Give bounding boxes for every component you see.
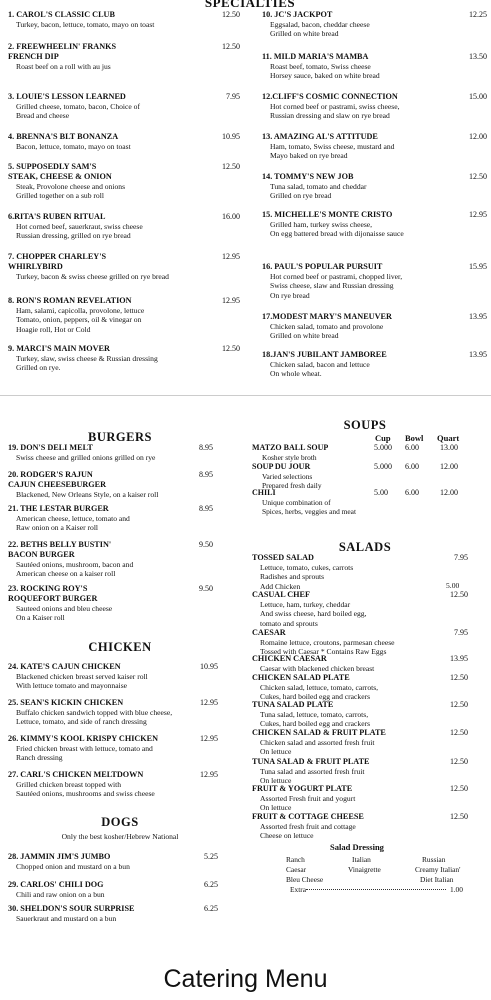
burger-item [8, 504, 213, 533]
specialty-item-price: 13.50 [469, 52, 487, 61]
salad-item-price: 12.50 [450, 728, 468, 737]
specialty-item-title: 13. AMAZING AL'S ATTITUDE [262, 132, 378, 141]
burger-item-title: 21. THE LESTAR BURGER [8, 504, 109, 513]
section-divider [0, 395, 491, 396]
burger-item [8, 470, 213, 499]
salad-item-description: Chicken salad and assorted fresh fruit On lettuce [260, 738, 375, 757]
dog-item [8, 880, 218, 899]
soup-bowl-price: 6.00 [405, 488, 419, 497]
soup-quart-price: 13.00 [440, 443, 458, 452]
dressing-option: Russian [422, 855, 446, 864]
specialty-item-title: 7. CHOPPER CHARLEY'S WHIRLYBIRD [8, 252, 107, 271]
dog-item-title: 30. SHELDON'S SOUR SURPRISE [8, 904, 135, 913]
chicken-item-price: 12.95 [200, 698, 218, 707]
salad-item-description: Caesar with blackened chicken breast [260, 664, 375, 673]
salad-item-price: 12.50 [450, 757, 468, 766]
specialty-item-description: Turkey, bacon & swiss cheese grilled on rye bread [16, 272, 169, 281]
chicken-item-description: Grilled chicken breast topped with Sautéed onions, mushrooms and swiss cheese [16, 780, 155, 799]
soup-name: MATZO BALL SOUP [252, 443, 329, 452]
salad-item-price: 13.95 [450, 654, 468, 663]
specialty-item-price: 12.95 [222, 252, 240, 261]
chicken-item-title: 26. KIMMY'S KOOL KRISPY CHICKEN [8, 734, 159, 743]
chicken-item [8, 770, 218, 799]
chicken-item-description: Fried chicken breast with lettuce, tomato and Ranch dressing [16, 744, 153, 763]
specialty-item-price: 10.95 [222, 132, 240, 141]
chicken-item-description: Buffalo chicken sandwich topped with blue cheese, Lettuce, tomato, and side of ranch dressing [16, 708, 173, 727]
salad-item-description: Chicken salad, lettuce, tomato, carrots, Cukes, hard boiled egg and crackers [260, 683, 379, 702]
specialty-item-description: Ham, tomato, Swiss cheese, mustard and Mayo baked on rye bread [270, 142, 395, 161]
dressing-option: Caesar [286, 865, 307, 874]
dressing-option: Vinaigrette [348, 865, 381, 874]
salad-item [252, 553, 468, 591]
specialty-item-description: Turkey, slaw, swiss cheese & Russian dressing Grilled on rye. [16, 354, 158, 373]
salad-item [252, 590, 468, 628]
specialty-item-price: 7.95 [226, 92, 240, 101]
salad-item [252, 757, 468, 786]
specialty-item-description: Ham, salami, capicolla, provolone, lettuce Tomato, onion, peppers, oil & vinegar on Hoagie roll, Hot or Cold [16, 306, 145, 334]
specialty-item [8, 162, 240, 201]
chicken-item-price: 12.95 [200, 770, 218, 779]
salad-item-price: 12.50 [450, 812, 468, 821]
specialty-item [262, 132, 487, 161]
burger-item-description: Sauteed onions and bleu cheese On a Kaiser roll [16, 604, 113, 623]
burger-item-price: 8.95 [199, 470, 213, 479]
chicken-heading: CHICKEN [88, 640, 152, 654]
specialty-item-title: 14. TOMMY'S NEW JOB [262, 172, 354, 181]
specialty-item-price: 12.95 [222, 296, 240, 305]
specialty-item [8, 252, 240, 281]
salad-item-title: TUNA SALAD PLATE [252, 700, 334, 709]
catering-menu-banner: Catering Menu [163, 965, 328, 993]
salad-item-title: CHICKEN CAESAR [252, 654, 327, 663]
dog-item-description: Chili and raw onion on a bun [16, 890, 105, 899]
specialty-item [262, 172, 487, 201]
salad-item-title: CHICKEN SALAD PLATE [252, 673, 350, 682]
salad-item-title: CAESAR [252, 628, 286, 637]
specialty-item-title: 17.MODEST MARY'S MANEUVER [262, 312, 392, 321]
soup-quart-price: 12.00 [440, 488, 458, 497]
soups-col-cup: Cup [375, 433, 391, 443]
soup-cup-price: 5.000 [374, 443, 392, 452]
specialty-item-description: Eggsalad, bacon, cheddar cheese Grilled on white bread [270, 20, 370, 39]
burger-item [8, 540, 213, 579]
specialty-item-price: 12.50 [222, 162, 240, 171]
chicken-item-price: 10.95 [200, 662, 218, 671]
chicken-item [8, 734, 218, 763]
dressing-heading: Salad Dressing [330, 842, 384, 852]
chicken-item-description: Blackened chicken breast served kaiser roll With lettuce tomato and mayonnaise [16, 672, 148, 691]
specialty-item [8, 212, 240, 241]
salad-item [252, 812, 468, 841]
dog-item-title: 28. JAMMIN JIM'S JUMBO [8, 852, 111, 861]
specialty-item-price: 12.50 [222, 344, 240, 353]
dog-item-title: 29. CARLOS' CHILI DOG [8, 880, 104, 889]
salad-item [252, 784, 468, 813]
specialty-item-description: Hot corned beef or pastrami, swiss cheese, Russian dressing and slaw on rye bread [270, 102, 400, 121]
chicken-item [8, 662, 218, 691]
specialty-item-description: Turkey, bacon, lettuce, tomato, mayo on toast [16, 20, 155, 29]
specialty-item-description: Hot corned beef, sauerkraut, swiss cheese Russian dressing, grilled on rye bread [16, 222, 143, 241]
add-chicken-price: 5.00 [446, 581, 460, 590]
soups-heading: SOUPS [343, 418, 387, 432]
specialty-item-price: 13.95 [469, 312, 487, 321]
burger-item-title: 20. RODGER'S RAJUN CAJUN CHEESEBURGER [8, 470, 107, 489]
dog-item [8, 904, 218, 923]
specialty-item-title: 15. MICHELLE'S MONTE CRISTO [262, 210, 393, 219]
salad-item-description: Assorted fresh fruit and cottage Cheese on lettuce [260, 822, 356, 841]
dog-item-price: 5.25 [204, 852, 218, 861]
specialty-item [8, 92, 240, 121]
salad-item-description: Lettuce, tomato, cukes, carrots Radishes and sprouts Add Chicken [260, 563, 354, 591]
burger-item-price: 9.50 [199, 540, 213, 549]
specialty-item [8, 10, 240, 29]
specialty-item-title: 3. LOUIE'S LESSON LEARNED [8, 92, 126, 101]
soup-bowl-price: 6.00 [405, 462, 419, 471]
specialty-item-description: Roast beef on a roll with au jus [16, 62, 111, 71]
specialty-item-price: 12.25 [469, 10, 487, 19]
salad-item [252, 673, 468, 702]
specialty-item-title: 18.JAN'S JUBILANT JAMBOREE [262, 350, 387, 359]
dressing-option: Ranch [286, 855, 305, 864]
soup-cup-price: 5.000 [374, 462, 392, 471]
specialty-item-description: Bacon, lettuce, tomato, mayo on toast [16, 142, 131, 151]
specialty-item [8, 42, 240, 71]
specialty-item [262, 350, 487, 379]
specialty-item-description: Steak, Provolone cheese and onions Grilled together on a sub roll [16, 182, 126, 201]
salads-heading: SALADS [338, 540, 392, 554]
salad-item-description: Tuna salad, lettuce, tomato, carrots, Cukes, hard boiled egg and crackers [260, 710, 371, 729]
specialty-item [8, 132, 240, 151]
burger-item-title: 22. BETHS BELLY BUSTIN' BACON BURGER [8, 540, 112, 559]
specialty-item-price: 13.95 [469, 350, 487, 359]
salad-item [252, 728, 468, 757]
soup-name: SOUP DU JOUR [252, 462, 311, 471]
specialty-item-title: 11. MILD MARIA'S MAMBA [262, 52, 369, 61]
dogs-subtitle: Only the best kosher/Hebrew National [61, 832, 179, 841]
burger-item-title: 19. DON'S DELI MELT [8, 443, 93, 452]
specialty-item-description: Grilled ham, turkey swiss cheese, On egg battered bread with dijonaisse sauce [270, 220, 404, 239]
specialty-item [8, 296, 240, 334]
specialty-item-title: 10. JC'S JACKPOT [262, 10, 333, 19]
burger-item-price: 9.50 [199, 584, 213, 593]
soup-name: CHILI [252, 488, 276, 497]
salad-item [252, 654, 468, 673]
specialty-item-description: Tuna salad, tomato and cheddar Grilled on rye bread [270, 182, 367, 201]
dogs-heading: DOGS [101, 815, 139, 829]
specialty-item-description: Chicken salad, bacon and lettuce On whole wheat. [270, 360, 370, 379]
salad-item [252, 700, 468, 729]
soups-col-quart: Quart [437, 433, 460, 443]
salad-item [252, 628, 468, 657]
specialty-item-price: 15.00 [469, 92, 487, 101]
soup-bowl-price: 6.00 [405, 443, 419, 452]
chicken-item-title: 25. SEAN'S KICKIN CHICKEN [8, 698, 124, 707]
specialty-item-price: 12.50 [222, 42, 240, 51]
specialty-item-price: 16.00 [222, 212, 240, 221]
specialty-item [8, 344, 240, 373]
specialty-item-title: 9. MARCI'S MAIN MOVER [8, 344, 110, 353]
salad-item-title: FRUIT & COTTAGE CHEESE [252, 812, 364, 821]
specialty-item [262, 92, 487, 121]
specialty-item-description: Roast beef, tomato, Swiss cheese Horsey sauce, baked on white bread [270, 62, 380, 81]
salad-item-price: 12.50 [450, 590, 468, 599]
specialty-item-price: 12.50 [469, 172, 487, 181]
soup-description: Kosher style broth [262, 453, 317, 462]
salad-item-title: CASUAL CHEF [252, 590, 311, 599]
specialty-item-title: 5. SUPPOSEDLY SAM'S STEAK, CHEESE & ONION [8, 162, 112, 181]
page-title: SPECIALTIES [204, 0, 296, 10]
burger-item-description: American cheese, lettuce, tomato and Raw onion on a Kaiser roll [16, 514, 130, 533]
salad-item-description: Assorted Fresh fruit and yogurt On lettuce [260, 794, 356, 813]
burger-item [8, 443, 213, 462]
dog-item [8, 852, 218, 871]
soup-description: Varied selections Prepared fresh daily [262, 472, 322, 490]
dressing-option: Creamy Italian' [415, 865, 461, 874]
salad-item-title: CHICKEN SALAD & FRUIT PLATE [252, 728, 386, 737]
chicken-item-title: 24. KATE'S CAJUN CHICKEN [8, 662, 121, 671]
burger-item-price: 8.95 [199, 504, 213, 513]
salad-item-title: FRUIT & YOGURT PLATE [252, 784, 353, 793]
burgers-heading: BURGERS [88, 430, 152, 444]
specialty-item [262, 262, 487, 300]
specialty-item-price: 12.00 [469, 132, 487, 141]
salad-item-description: Lettuce, ham, turkey, cheddar And swiss cheese, hard boiled egg, tomato and sprouts [260, 600, 367, 628]
specialty-item [262, 10, 487, 39]
salad-item-description: Romaine lettuce, croutons, parmesan cheese Tossed with Caesar * Contains Raw Eggs [260, 638, 395, 657]
chicken-item-price: 12.95 [200, 734, 218, 743]
burger-item-title: 23. ROCKING ROY'S ROQUEFORT BURGER [8, 584, 98, 603]
chicken-item [8, 698, 218, 727]
specialty-item-price: 15.95 [469, 262, 487, 271]
dressing-extra-label: Extra [290, 885, 307, 894]
specialty-item-description: Grilled cheese, tomato, bacon, Choice of Bread and cheese [16, 102, 140, 121]
dressing-option: Diet Italian [420, 875, 454, 884]
specialty-item [262, 210, 487, 239]
salad-item-description: Tuna salad and assorted fresh fruit On lettuce [260, 767, 365, 786]
dog-item-description: Sauerkraut and mustard on a bun [16, 914, 117, 923]
dog-item-price: 6.25 [204, 904, 218, 913]
salad-item-title: TOSSED SALAD [252, 553, 314, 562]
specialty-item-title: 12.CLIFF'S COSMIC CONNECTION [262, 92, 398, 101]
dressing-option: Bleu Cheese [286, 875, 324, 884]
burger-item-description: Blackened, New Orleans Style, on a kaiser roll [16, 490, 159, 499]
burger-item-description: Sautéed onions, mushroom, bacon and American cheese on a kaiser roll [16, 560, 134, 579]
specialty-item-price: 12.50 [222, 10, 240, 19]
specialty-item-title: 4. BRENNA'S BLT BONANZA [8, 132, 119, 141]
burger-item-description: Swiss cheese and grilled onions grilled on rye [16, 453, 156, 462]
dressing-extra-leader [306, 889, 446, 890]
specialty-item [262, 52, 487, 81]
salad-item-price: 12.50 [450, 673, 468, 682]
specialty-item-title: 1. CAROL'S CLASSIC CLUB [8, 10, 115, 19]
soup-description: Unique combination of Spices, herbs, veggies and meat [262, 498, 356, 516]
specialty-item-title: 16. PAUL'S POPULAR PURSUIT [262, 262, 383, 271]
salad-item-price: 12.50 [450, 784, 468, 793]
dog-item-description: Chopped onion and mustard on a bun [16, 862, 130, 871]
soups-col-bowl: Bowl [405, 433, 424, 443]
salad-item-price: 12.50 [450, 700, 468, 709]
dog-item-price: 6.25 [204, 880, 218, 889]
specialty-item-title: 8. RON'S ROMAN REVELATION [8, 296, 132, 305]
specialty-item-description: Hot corned beef or pastrami, chopped liver, Swiss cheese, slaw and Russian dressing On rye bread [270, 272, 403, 300]
specialty-item [262, 312, 487, 341]
specialty-item-title: 6.RITA'S RUBEN RITUAL [8, 212, 106, 221]
burger-item-price: 8.95 [199, 443, 213, 452]
soup-cup-price: 5.00 [374, 488, 388, 497]
specialty-item-price: 12.95 [469, 210, 487, 219]
soup-quart-price: 12.00 [440, 462, 458, 471]
chicken-item-title: 27. CARL'S CHICKEN MELTDOWN [8, 770, 144, 779]
dressing-extra-price: 1.00 [450, 885, 463, 894]
specialty-item-description: Chicken salad, tomato and provolone Grilled on white bread [270, 322, 384, 341]
salad-item-title: TUNA SALAD & FRUIT PLATE [252, 757, 370, 766]
dressing-option: Italian [352, 855, 371, 864]
specialty-item-title: 2. FREEWHEELIN' FRANKS FRENCH DIP [8, 42, 117, 61]
salad-item-price: 7.95 [454, 628, 468, 637]
salad-item-price: 7.95 [454, 553, 468, 562]
burger-item [8, 584, 213, 623]
